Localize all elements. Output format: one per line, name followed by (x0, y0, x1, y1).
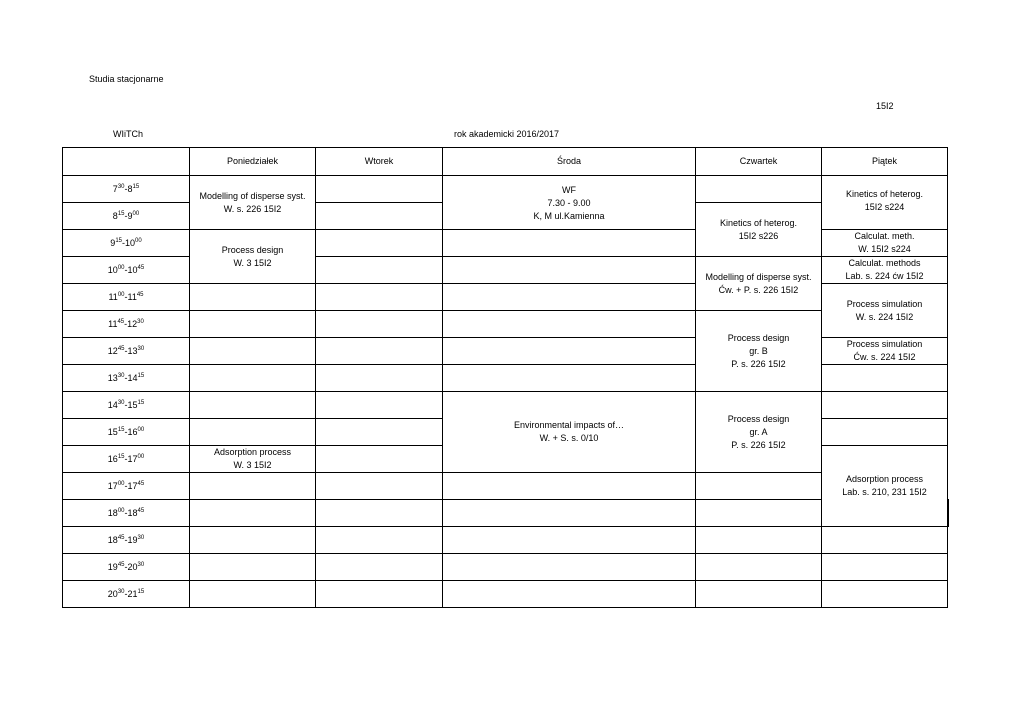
empty-cell (316, 419, 443, 446)
empty-cell (443, 338, 696, 365)
empty-cell (696, 527, 822, 554)
time-minutes: 45 (117, 345, 125, 352)
class-cell-line: Process simulation (846, 298, 923, 309)
time-slot-label: $13^{30}-14^{15}$ (63, 365, 190, 392)
class-cell-line: Lab. s. 224 ćw 15I2 (845, 271, 924, 281)
time-slot-label: $8^{15}-9^{00}$ (63, 203, 190, 230)
empty-cell (822, 419, 948, 446)
time-minutes: 30 (117, 399, 125, 406)
time-row (63, 311, 949, 338)
class-cell-thu-kinetics (696, 203, 822, 257)
time-minutes: 45 (117, 534, 125, 541)
empty-cell (316, 230, 443, 257)
time-hour: 15 (107, 426, 118, 437)
class-cell-fri-kinetics (822, 176, 948, 230)
time-hour: 10 (127, 264, 138, 275)
empty-cell (190, 392, 316, 419)
class-cell-mon-process-design (190, 230, 316, 284)
empty-cell (190, 473, 316, 500)
empty-cell (696, 500, 822, 527)
time-minutes: 00 (117, 264, 125, 271)
class-cell-wed-environmental (443, 392, 696, 473)
time-hour: 15 (127, 399, 138, 410)
time-hour: 19 (107, 561, 118, 572)
class-cell-line: Calculat. methods (848, 258, 921, 268)
empty-cell (316, 500, 443, 527)
time-minutes: 15 (137, 372, 145, 379)
class-cell-line: Process simulation (846, 339, 923, 349)
time-hour: 20 (107, 588, 118, 599)
class-cell-line: gr. B (749, 345, 768, 356)
empty-cell (443, 257, 696, 284)
empty-cell (190, 419, 316, 446)
time-hour: 14 (107, 399, 118, 410)
empty-cell (316, 257, 443, 284)
time-minutes: 30 (117, 183, 125, 190)
empty-cell (696, 581, 822, 608)
time-hour: 14 (127, 372, 138, 383)
class-cell-line: Calculat. meth. (854, 231, 915, 241)
time-hour: 8 (127, 183, 133, 194)
corner-cell (63, 148, 190, 176)
time-row (63, 581, 949, 608)
class-cell-line: Kinetics of heterog. (845, 189, 924, 199)
class-cell-line: W. 15I2 s224 (858, 244, 911, 254)
study-mode-label: Studia stacjonarne (89, 74, 164, 84)
class-cell-wed-wf (443, 176, 696, 230)
time-slot-label: $9^{15}-10^{00}$ (63, 230, 190, 257)
empty-cell (822, 554, 948, 581)
time-hour: 17 (127, 480, 138, 491)
time-minutes: 15 (137, 588, 145, 595)
time-minutes: 45 (136, 291, 144, 298)
time-minutes: 30 (117, 588, 125, 595)
class-cell-line: Process design (727, 413, 790, 424)
empty-cell (316, 392, 443, 419)
time-hour: 11 (108, 291, 118, 302)
time-slot-label: $10^{00}-10^{45}$ (63, 257, 190, 284)
time-minutes: 30 (137, 534, 145, 541)
time-minutes: 45 (137, 480, 145, 487)
time-row (63, 473, 949, 500)
group-label: 15I2 (876, 101, 894, 111)
class-cell-line: Kinetics of heterog. (719, 217, 798, 228)
time-hour: 10 (107, 264, 118, 275)
class-cell-line: 7.30 - 9.00 (547, 198, 591, 208)
empty-cell (443, 284, 696, 311)
time-hour: 12 (127, 318, 138, 329)
empty-cell (190, 554, 316, 581)
time-slot-label: $14^{30}-15^{15}$ (63, 392, 190, 419)
time-minutes: 30 (137, 345, 145, 352)
class-cell-line: W. + S. s. 0/10 (539, 433, 599, 443)
time-row (63, 527, 949, 554)
empty-cell (190, 311, 316, 338)
empty-cell (316, 284, 443, 311)
time-hour: 16 (127, 426, 138, 437)
time-hour: 9 (110, 237, 116, 248)
time-hour: 18 (127, 507, 138, 518)
class-cell-line: Process design (727, 332, 790, 343)
time-minutes: 00 (117, 507, 125, 514)
time-slot-label: $18^{45}-19^{30}$ (63, 527, 190, 554)
class-cell-line: 15I2 s226 (738, 230, 779, 241)
time-row (63, 554, 949, 581)
day-header: Poniedziałek (190, 148, 316, 176)
class-cell-line: 15I2 s224 (864, 202, 905, 212)
empty-cell (443, 500, 696, 527)
time-minutes: 45 (117, 561, 125, 568)
time-minutes: 00 (117, 480, 125, 487)
class-cell-fri-adsorption (822, 446, 948, 527)
empty-cell (822, 365, 948, 392)
empty-cell (443, 365, 696, 392)
time-hour: 8 (112, 210, 118, 221)
time-hour: 13 (127, 345, 138, 356)
time-minutes: 30 (137, 318, 144, 325)
time-hour: 12 (107, 345, 118, 356)
class-cell-line: W. 3 15I2 (233, 257, 272, 268)
time-minutes: 30 (137, 561, 145, 568)
timetable (62, 147, 949, 608)
time-hour: 11 (108, 318, 118, 329)
class-cell-thu-process-design-b (696, 311, 822, 392)
empty-cell (443, 473, 696, 500)
time-hour: 17 (127, 453, 138, 464)
class-cell-mon-adsorption (190, 446, 316, 473)
empty-cell (316, 203, 443, 230)
time-minutes: 15 (117, 453, 125, 460)
empty-cell (316, 365, 443, 392)
class-cell-thu-modelling (696, 257, 822, 311)
empty-cell (190, 365, 316, 392)
empty-cell (443, 230, 696, 257)
empty-cell (316, 311, 443, 338)
department-label: WIiTCh (113, 129, 143, 139)
class-cell-line: P. s. 226 15I2 (731, 439, 786, 450)
class-cell-fri-process-sim-cw (822, 338, 948, 365)
time-slot-label: $7^{30}-8^{15}$ (63, 176, 190, 203)
time-slot-label: $12^{45}-13^{30}$ (63, 338, 190, 365)
class-cell-line: Modelling of disperse syst. (199, 190, 306, 201)
class-cell-line: W. 3 15I2 (233, 460, 272, 470)
time-minutes: 15 (115, 237, 122, 244)
time-slot-label: $19^{45}-20^{30}$ (63, 554, 190, 581)
class-cell-line: Ćw. + P. s. 226 15I2 (718, 284, 799, 295)
class-cell-line: W. s. 224 15I2 (855, 311, 914, 322)
empty-cell (443, 554, 696, 581)
class-cell-fri-process-sim-w (822, 284, 948, 338)
time-minutes: 15 (132, 183, 140, 190)
time-minutes: 45 (137, 507, 145, 514)
time-hour: 10 (125, 237, 136, 248)
empty-cell (696, 554, 822, 581)
time-hour: 18 (107, 507, 118, 518)
empty-cell (316, 554, 443, 581)
class-cell-line: Ćw. s. 224 15I2 (853, 352, 916, 362)
class-cell-line: P. s. 226 15I2 (731, 358, 786, 369)
class-cell-line: WF (562, 185, 576, 195)
class-cell-line: Process design (221, 244, 284, 255)
time-minutes: 00 (132, 210, 140, 217)
time-row (63, 500, 949, 527)
time-slot-label: $16^{15}-17^{00}$ (63, 446, 190, 473)
time-hour: 7 (112, 183, 118, 194)
empty-cell (443, 581, 696, 608)
class-cell-line: W. s. 226 15I2 (223, 203, 282, 214)
empty-cell (190, 527, 316, 554)
empty-cell (822, 527, 948, 554)
time-minutes: 15 (137, 399, 145, 406)
day-header: Czwartek (696, 148, 822, 176)
empty-cell (316, 338, 443, 365)
time-hour: 16 (107, 453, 118, 464)
time-minutes: 15 (117, 426, 125, 433)
time-hour: 21 (127, 588, 138, 599)
class-cell-line: Adsorption process (845, 474, 924, 484)
empty-cell (696, 176, 822, 203)
time-hour: 20 (127, 561, 138, 572)
empty-cell (822, 392, 948, 419)
day-header: Środa (443, 148, 696, 176)
day-header: Piątek (822, 148, 948, 176)
time-row (63, 392, 949, 419)
time-hour: 9 (127, 210, 133, 221)
time-slot-label: $11^{45}-12^{30}$ (63, 311, 190, 338)
time-minutes: 00 (135, 237, 142, 244)
class-cell-mon-modelling (190, 176, 316, 230)
time-minutes: 45 (137, 264, 145, 271)
time-slot-label: $15^{15}-16^{00}$ (63, 419, 190, 446)
empty-cell (316, 176, 443, 203)
time-slot-label: $18^{00}-18^{45}$ (63, 500, 190, 527)
class-cell-line: Adsorption process (213, 447, 292, 457)
empty-cell (190, 338, 316, 365)
empty-cell (443, 527, 696, 554)
class-cell-fri-calculat-methods (822, 257, 948, 284)
class-cell-thu-process-design-a (696, 392, 822, 473)
empty-cell (316, 473, 443, 500)
time-minutes: 00 (117, 291, 125, 298)
class-cell-fri-calculat-meth (822, 230, 948, 257)
class-cell-line: Environmental impacts of… (513, 420, 625, 430)
empty-cell (948, 500, 949, 527)
time-slot-label: $11^{00}-11^{45}$ (63, 284, 190, 311)
time-minutes: 45 (117, 318, 125, 325)
header-row (63, 148, 949, 176)
empty-cell (696, 473, 822, 500)
time-minutes: 30 (117, 372, 125, 379)
empty-cell (443, 311, 696, 338)
empty-cell (316, 581, 443, 608)
class-cell-line: Modelling of disperse syst. (705, 271, 812, 282)
time-hour: 11 (127, 291, 137, 302)
empty-cell (190, 284, 316, 311)
empty-cell (190, 500, 316, 527)
empty-cell (316, 446, 443, 473)
time-minutes: 00 (137, 453, 145, 460)
class-cell-line: gr. A (749, 426, 768, 437)
time-slot-label: $20^{30}-21^{15}$ (63, 581, 190, 608)
empty-cell (822, 581, 948, 608)
day-header: Wtorek (316, 148, 443, 176)
time-hour: 18 (107, 534, 118, 545)
time-minutes: 00 (137, 426, 145, 433)
time-hour: 13 (107, 372, 118, 383)
time-hour: 19 (127, 534, 138, 545)
time-slot-label: $17^{00}-17^{45}$ (63, 473, 190, 500)
academic-year-label: rok akademicki 2016/2017 (454, 129, 560, 139)
time-row (63, 176, 949, 203)
class-cell-line: Lab. s. 210, 231 15I2 (842, 487, 927, 497)
time-minutes: 15 (117, 210, 125, 217)
class-cell-line: K, M ul.Kamienna (533, 211, 605, 221)
time-hour: 17 (107, 480, 118, 491)
empty-cell (316, 527, 443, 554)
empty-cell (190, 581, 316, 608)
